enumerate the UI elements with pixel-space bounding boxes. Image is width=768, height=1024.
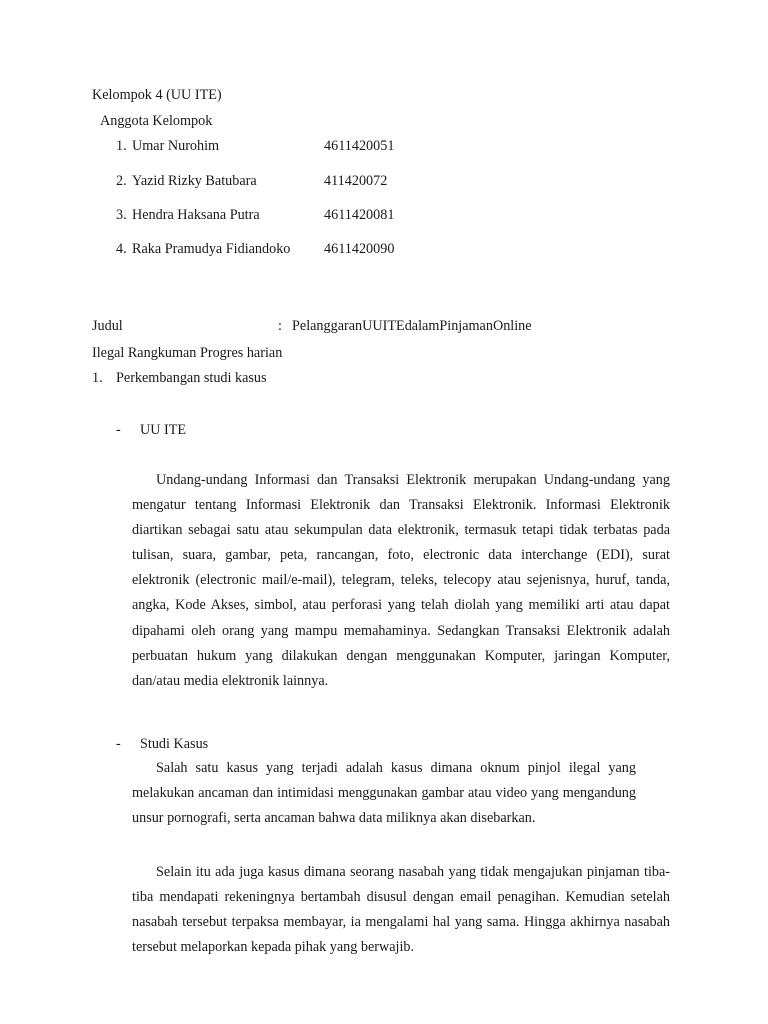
section-number: 1. (92, 370, 103, 386)
studi-kasus-paragraph-1 (132, 756, 636, 831)
bullet-dash: - (116, 736, 121, 752)
member-name: Hendra Haksana Putra (132, 207, 260, 223)
members-heading: Anggota Kelompok (100, 113, 213, 129)
judul-word: UU (362, 318, 383, 334)
member-name: Yazid Rizky Batubara (132, 173, 257, 189)
subsection-title-studi-kasus: Studi Kasus (140, 736, 209, 752)
member-id: 4611420051 (324, 138, 395, 154)
bullet-dash: - (116, 422, 121, 438)
member-name: Raka Pramudya Fidiandoko (132, 241, 291, 257)
studi-kasus-paragraph-2-text: Selain itu ada juga kasus dimana seorang nasabah yang tidak mengajukan pinjaman tiba-tiba mendapati rekeningnya bertambah disusul dengan email penagihan. Kemudian setelah nasabah tersebut terpaksa membayar, ia mengalami hal yang sama. Hingga akhirnya nasabah tersebut melaporkan kepada pihak yang berwajib. (132, 864, 670, 956)
section-title: Perkembangan studi kasus (116, 370, 267, 386)
member-number: 2. (116, 173, 127, 189)
studi-kasus-paragraph-2 (132, 860, 670, 960)
member-number: 1. (116, 138, 127, 154)
uu-ite-paragraph-text: Undang-undang Informasi dan Transaksi Elektronik merupakan Undang-undang yang mengatur tentang Informasi Elektronik dan Transaksi Elektronik. Informasi Elektronik diartikan sebagai satu atau sekumpulan data elektronik, termasuk tetapi tidak terbatas pada tulisan, suara, gambar, peta, rancangan, foto, electronic data interchange (EDI), surat elektronik (electronic mail/e-mail), telegram, teleks, telecopy atau sejenisnya, huruf, tanda, angka, Kode Akses, simbol, atau perforasi yang telah diolah yang memiliki arti atau dapat dipahami oleh orang yang mampu memahaminya. Sedangkan Transaksi Elektronik adalah perbuatan hukum yang dilakukan dengan menggunakan Komputer, jaringan Komputer, dan/atau media elektronik lainnya. (132, 472, 670, 689)
judul-row (92, 318, 532, 336)
judul-word: dalam (404, 318, 440, 334)
member-id: 411420072 (324, 173, 388, 189)
judul-colon: : (278, 318, 282, 334)
uu-ite-paragraph (132, 468, 670, 694)
judul-label: Judul (92, 318, 123, 334)
judul-word: ITE (382, 318, 405, 334)
member-id: 4611420081 (324, 207, 395, 223)
member-id: 4611420090 (324, 241, 395, 257)
judul-continuation: Ilegal Rangkuman Progres harian (92, 345, 283, 361)
judul-word: Pinjaman (439, 318, 493, 334)
group-title: Kelompok 4 (UU ITE) (92, 87, 222, 103)
judul-word: Online (492, 318, 532, 334)
member-number: 4. (116, 241, 127, 257)
judul-title (292, 318, 532, 335)
judul-word: Pelanggaran (292, 318, 363, 334)
subsection-title-uu-ite: UU ITE (140, 422, 187, 438)
member-number: 3. (116, 207, 127, 223)
studi-kasus-paragraph-1-text: Salah satu kasus yang terjadi adalah kasus dimana oknum pinjol ilegal yang melakukan ancaman dan intimidasi menggunakan gambar atau video yang mengandung unsur pornografi, serta ancaman bahwa data miliknya akan disebarkan. (132, 760, 636, 827)
member-name: Umar Nurohim (132, 138, 220, 154)
